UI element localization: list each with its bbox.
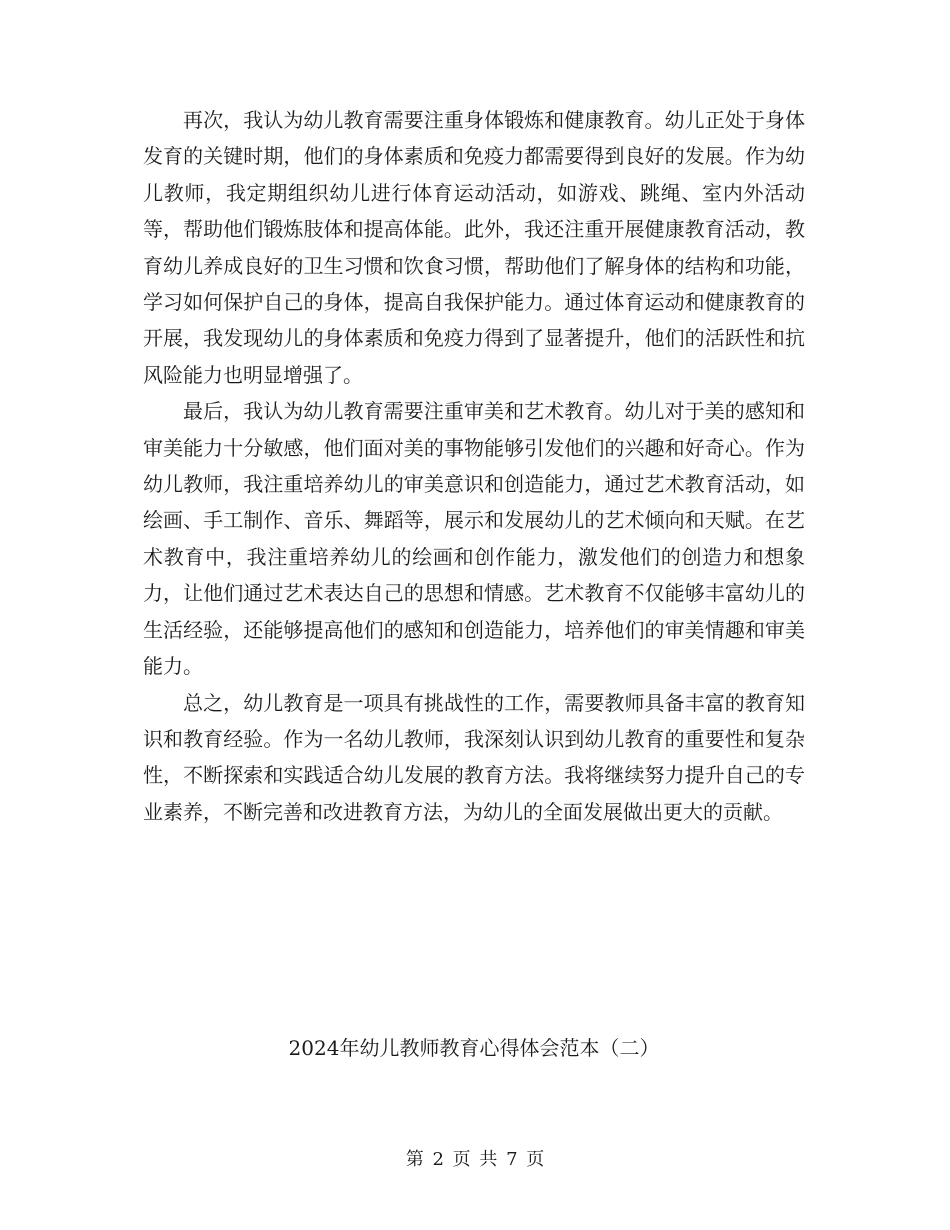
body-text [143, 102, 805, 830]
page-number-footer: 第 2 页 共 7 页 [405, 1149, 545, 1170]
section-title: 2024年幼儿教师教育心得体会范本（二） [288, 1036, 660, 1060]
paragraph-physical-education: 再次，我认为幼儿教育需要注重身体锻炼和健康教育。幼儿正处于身体发育的关键时期，他们的身体素质和免疫力都需要得到良好的发展。作为幼儿教师，我定期组织幼儿进行体育运动活动，如游戏、跳绳、室内外活动等，帮助他们锻炼肢体和提高体能。此外，我还注重开展健康教育活动，教育幼儿养成良好的卫生习惯和饮食习惯，帮助他们了解身体的结构和功能，学习如何保护自己的身体，提高自我保护能力。通过体育运动和健康教育的开展，我发现幼儿的身体素质和免疫力得到了显著提升，他们的活跃性和抗风险能力也明显增强了。 [143, 108, 805, 387]
paragraph-conclusion: 总之，幼儿教育是一项具有挑战性的工作，需要教师具备丰富的教育知识和教育经验。作为一名幼儿教师，我深刻认识到幼儿教育的重要性和复杂性，不断探索和实践适合幼儿发展的教育方法。我将继续努力提升自己的专业素养，不断完善和改进教育方法，为幼儿的全面发展做出更大的贡献。 [143, 690, 805, 824]
paragraph-art-education: 最后，我认为幼儿教育需要注重审美和艺术教育。幼儿对于美的感知和审美能力十分敏感，他们面对美的事物能够引发他们的兴趣和好奇心。作为幼儿教师，我注重培养幼儿的审美意识和创造能力，通过艺术教育活动，如绘画、手工制作、音乐、舞蹈等，展示和发展幼儿的艺术倾向和天赋。在艺术教育中，我注重培养幼儿的绘画和创作能力，激发他们的创造力和想象力，让他们通过艺术表达自己的思想和情感。艺术教育不仅能够丰富幼儿的生活经验，还能够提高他们的感知和创造能力，培养他们的审美情趣和审美能力。 [143, 399, 805, 679]
